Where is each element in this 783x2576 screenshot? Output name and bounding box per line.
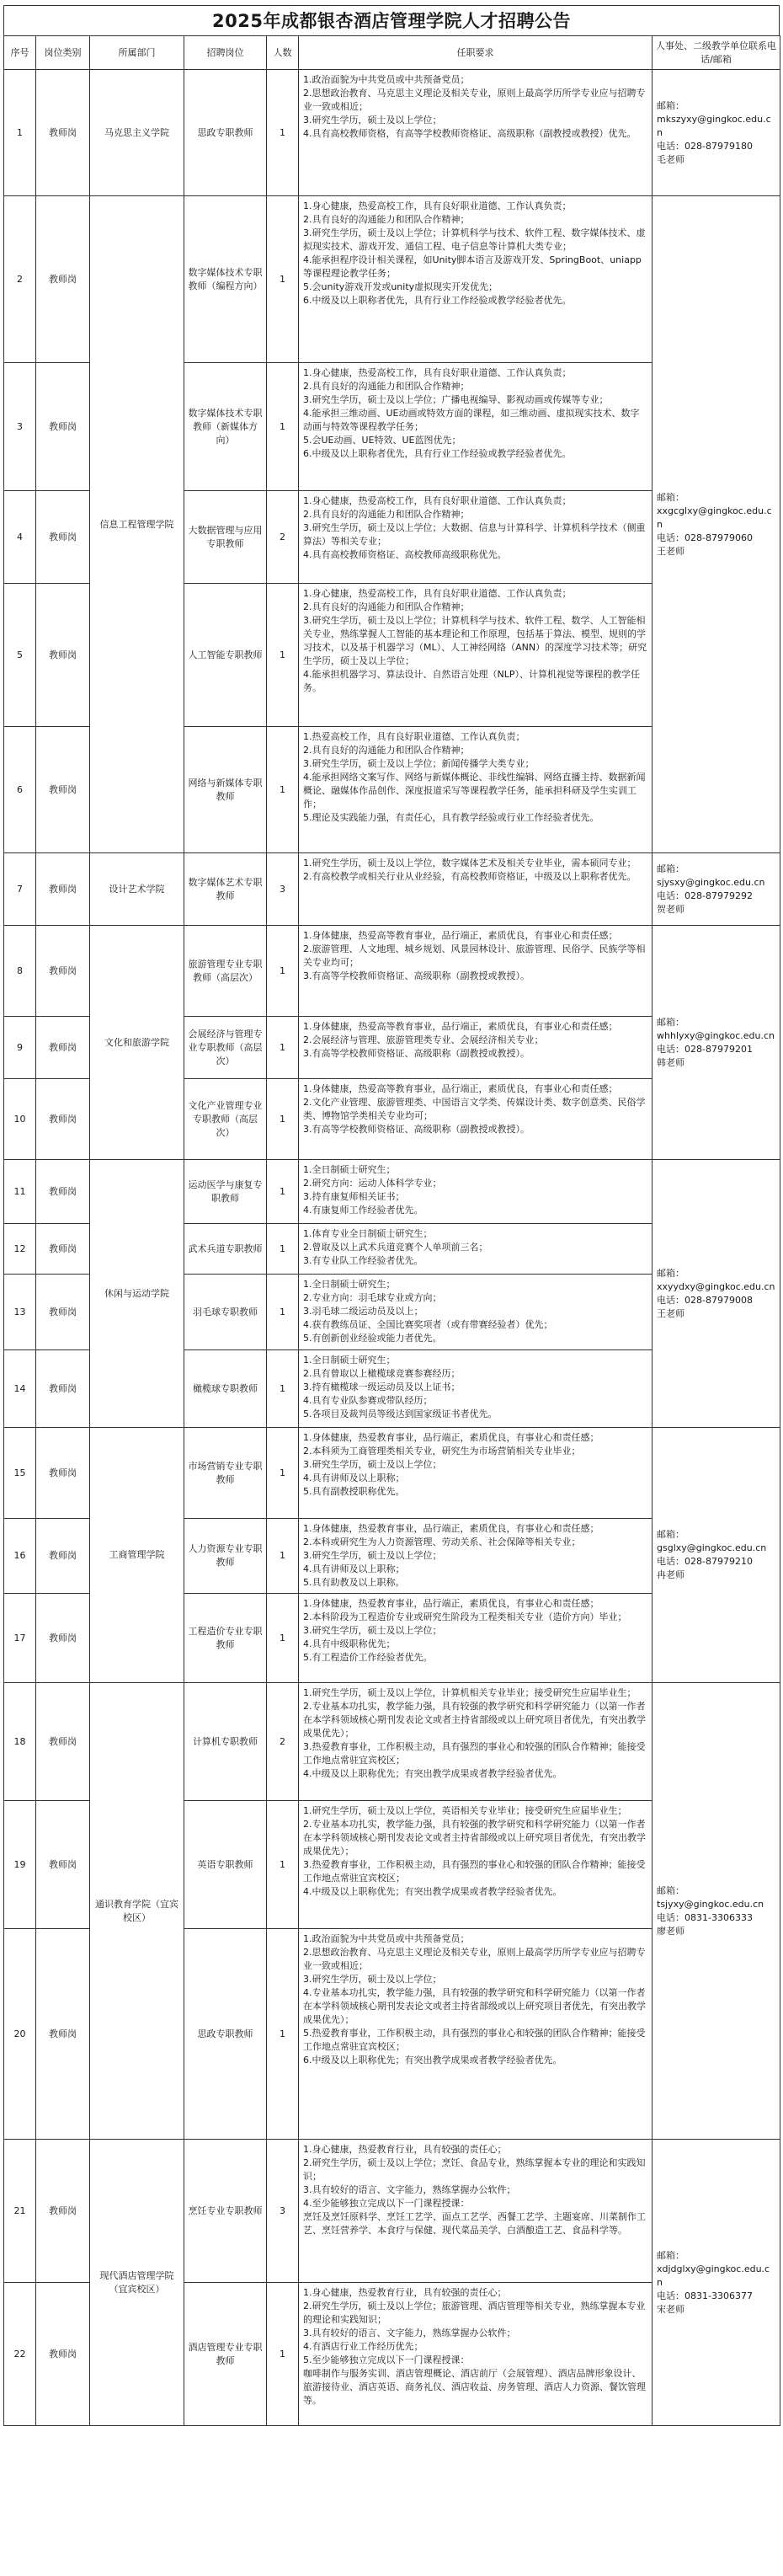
row-dept: 工商管理学院: [90, 1428, 184, 1683]
row-count: 3: [267, 2140, 299, 2283]
requirement-line: 4.中级及以上职称优先；有突出教学成果或者教学经验者优先。: [303, 1768, 562, 1779]
requirement-line: 2.具有曾取以上橄榄球竞赛参赛经历；: [303, 1368, 461, 1379]
requirement-line: 5.各项目及裁判员等级达到国家级证书者优先。: [303, 1408, 498, 1419]
contact-email: tsjyxy@gingkoc.edu.cn: [657, 1898, 764, 1910]
row-no: 10: [4, 1079, 36, 1160]
row-count: 1: [267, 926, 299, 1017]
contact-label: 邮箱：: [657, 491, 684, 503]
requirement-line: 3.具有较好的语言、文字能力，熟练掌握办公软件；: [303, 2327, 516, 2338]
requirement-line: 1.全日制硕士研究生；: [303, 1355, 396, 1365]
table-row: [4, 1160, 780, 1224]
row-category: 教师岗: [36, 2140, 90, 2283]
row-no: 1: [4, 70, 36, 196]
row-category: 教师岗: [36, 1017, 90, 1079]
contact-label: 邮箱：: [657, 99, 684, 111]
page-title: 2025年成都银杏酒店管理学院人才招聘公告: [3, 5, 780, 35]
contact-label: 邮箱：: [657, 1884, 684, 1896]
requirement-line: 4.具有讲师及以上职称；: [303, 1472, 405, 1483]
contact-phone: 电话：028-87979060: [657, 532, 753, 543]
requirement-line: 4.有康复师工作经验者优先。: [303, 1205, 423, 1216]
row-requirements: [299, 2283, 652, 2426]
row-position: 工程造价专业专职教师: [184, 1594, 267, 1683]
row-category: 教师岗: [36, 1160, 90, 1224]
requirement-line: 1.全日制硕士研究生；: [303, 1279, 396, 1290]
row-no: 22: [4, 2283, 36, 2426]
row-category: 教师岗: [36, 2283, 90, 2426]
table-body: [4, 70, 780, 2426]
requirement-line: 3.研究生学历，硕士及以上学位；大数据、信息与计算科学、计算机科学技术（侧重算法）等相关专业；: [303, 522, 646, 547]
requirement-line: 1.身体健康，热爱高等教育事业，品行端正，素质优良，有事业心和责任感；: [303, 1083, 618, 1094]
requirement-line: 3.有专业队工作经验者优先。: [303, 1255, 423, 1266]
row-requirements: [299, 1079, 652, 1160]
table-row: [4, 2140, 780, 2283]
row-requirements: [299, 1801, 652, 1929]
requirement-line: 2.旅游管理、人文地理、城乡规划、风景园林设计、旅游管理、民俗学、民族学等相关专业均可；: [303, 943, 646, 968]
row-dept: 现代酒店管理学院（宜宾校区）: [90, 2140, 184, 2426]
contact-marx: [652, 70, 780, 196]
requirement-line: 3.研究生学历，硕士及以上学位；: [303, 1550, 442, 1561]
table-row: [4, 853, 780, 926]
requirement-line: 3.有高等学校教师资格证、高级职称（副教授或教授）。: [303, 1048, 530, 1059]
requirement-line: 4.具有中级职称优先；: [303, 1638, 396, 1649]
row-position: 运动医学与康复专职教师: [184, 1160, 267, 1224]
requirement-line: 5.会UE动画、UE特效、UE蓝图优先；: [303, 435, 461, 446]
row-count: 1: [267, 727, 299, 853]
row-no: 21: [4, 2140, 36, 2283]
row-position: 文化产业管理专业专职教师（高层次）: [184, 1079, 267, 1160]
row-position: 旅游管理专业专职教师（高层次）: [184, 926, 267, 1017]
requirement-line: 4.能承担程序设计相关课程，如Unity脚本语言及游戏开发、SpringBoot、uniapp等课程理论教学任务；: [303, 254, 642, 279]
row-position: 人工智能专职教师: [184, 584, 267, 727]
requirement-line: 2.思想政治教育、马克思主义理论及相关专业，原则上最高学历所学专业应与招聘专业一致或相近；: [303, 1947, 646, 1971]
requirement-line: 3.研究生学历，硕士及以上学位；计算机科学与技术、软件工程、数学、人工智能相关专业，熟练掌握人工智能的基本理论和工作原理，包括基于算法、模型、规则的学习技术，以及基于机器学习（ML）、人工神经网络（ANN）的深度学习技术等；研究生学历，硕士及以上学位；: [303, 615, 647, 666]
row-position: 人力资源专业专职教师: [184, 1519, 267, 1594]
contact-phone: 电话：0831-3306333: [657, 1911, 753, 1923]
requirement-line: 2.具有良好的沟通能力和团队合作精神；: [303, 214, 470, 225]
requirement-line: 5.热爱教育事业，工作积极主动，具有强烈的事业心和较强的团队合作精神；能接受工作地点常驻宜宾校区；: [303, 2028, 646, 2052]
row-count: 1: [267, 1224, 299, 1275]
row-requirements: [299, 1350, 652, 1428]
requirement-line: 1.研究生学历，硕士及以上学位，英语相关专业毕业；接受研究生应届毕业生；: [303, 1805, 627, 1816]
row-category: 教师岗: [36, 1929, 90, 2140]
requirement-line: 1.政治面貌为中共党员或中共预备党员；: [303, 74, 470, 85]
contact-person: 贺老师: [657, 903, 684, 915]
contact-biz: [652, 1428, 780, 1683]
requirement-line: 5.至少能够独立完成以下一门课程授课：: [303, 2354, 470, 2365]
requirement-line: 3.有高等学校教师资格证、高级职称（副教授或教授）。: [303, 970, 530, 981]
requirement-line: 4.有酒店行业工作经历优先；: [303, 2341, 423, 2352]
requirement-line: 5.有创新创业经验或能力者优先。: [303, 1333, 442, 1344]
row-requirements: [299, 926, 652, 1017]
requirement-line: 2.专业基本功扎实，教学能力强，具有较强的教学研究和科学研究能力（以第一作者在本学科领域核心期刊发表论文或者主持省部级或以上研究项目者优先，有突出教学成果优先）；: [303, 1819, 646, 1857]
requirement-line: 3.研究生学历，硕士及以上学位；: [303, 1459, 442, 1470]
row-requirements: [299, 584, 652, 727]
requirement-line: 4.专业基本功扎实，教学能力强，具有较强的教学研究和科学研究能力（以第一作者在本学科领域核心期刊发表论文或者主持省部级或以上研究项目者优先，有突出教学成果优先）；: [303, 1987, 646, 2025]
requirement-line: 2.会展经济与管理、旅游管理类专业、会展经济相关专业；: [303, 1034, 544, 1045]
contact-info: [652, 196, 780, 853]
requirement-line: 4.能承担机器学习、算法设计、自然语言处理（NLP）、计算机视觉等课程的教学任务。: [303, 669, 640, 693]
requirement-line: 3.持有康复师相关证书；: [303, 1191, 405, 1202]
contact-email: xxgcglxy@gingkoc.edu.cn: [657, 505, 772, 530]
requirement-line: 2.思想政治教育、马克思主义理论及相关专业，原则上最高学历所学专业应与招聘专业一致或相近；: [303, 88, 646, 112]
row-category: 教师岗: [36, 727, 90, 853]
requirement-line: 烹饪及烹饪原料学、烹饪工艺学、面点工艺学、西餐工艺学、主题宴席、川菜制作工艺、烹饪营养学、本食疗与保健、现代菜品美学、白酒酿造工艺、食品科学等。: [303, 2211, 646, 2236]
requirement-line: 2.研究方向：运动人体科学专业；: [303, 1178, 442, 1189]
row-category: 教师岗: [36, 196, 90, 363]
row-no: 8: [4, 926, 36, 1017]
row-category: 教师岗: [36, 491, 90, 584]
contact-email: mkszyxy@gingkoc.edu.cn: [657, 113, 771, 138]
row-category: 教师岗: [36, 1801, 90, 1929]
row-requirements: [299, 363, 652, 491]
row-count: 1: [267, 196, 299, 363]
row-position: 橄榄球专职教师: [184, 1350, 267, 1428]
table-header-row: [4, 36, 780, 70]
contact-email: xdjdglxy@gingkoc.edu.cn: [657, 2263, 770, 2288]
row-requirements: [299, 1594, 652, 1683]
table-row: [4, 1683, 780, 1801]
row-category: 教师岗: [36, 1519, 90, 1594]
requirement-line: 5.理论及实践能力强，有责任心，具有教学经验或行业工作经验者优先。: [303, 812, 599, 823]
contact-sport: [652, 1160, 780, 1428]
contact-phone: 电话：028-87979292: [657, 890, 753, 901]
header-category: 岗位类别: [36, 36, 90, 70]
requirement-line: 4.能承担网络文案写作、网络与新媒体概论、非线性编辑、网络直播主持、数据新闻概论、融媒体作品创作、深度报道采写等课程教学任务，能承担科研及学生实训工作；: [303, 772, 646, 810]
row-no: 15: [4, 1428, 36, 1519]
requirement-line: 1.身心健康，热爱高校工作，具有良好职业道德、工作认真负责；: [303, 495, 572, 506]
row-requirements: [299, 1224, 652, 1275]
row-no: 18: [4, 1683, 36, 1801]
contact-phone: 电话：0831-3306377: [657, 2290, 753, 2301]
requirement-line: 2.具有良好的沟通能力和团队合作精神；: [303, 509, 470, 520]
recruitment-table: [3, 35, 780, 2426]
contact-art: [652, 853, 780, 926]
contact-label: 邮箱：: [657, 1529, 684, 1540]
row-requirements: [299, 727, 652, 853]
header-count: 人数: [267, 36, 299, 70]
contact-phone: 电话：028-87979210: [657, 1556, 753, 1567]
requirement-line: 3.研究生学历，硕士及以上学位；计算机科学与技术、软件工程、数字媒体技术、虚拟现实技术、游戏开发、通信工程、电子信息等计算机大类专业；: [303, 227, 646, 252]
contact-person: 韩老师: [657, 1056, 684, 1068]
contact-person: 宋老师: [657, 2303, 684, 2315]
row-requirements: [299, 1017, 652, 1079]
requirement-line: 4.具有高校教师资格，有高等学校教师资格证、高级职称（副教授或教授）优先。: [303, 128, 637, 139]
requirement-line: 5.具有助教及以上职称。: [303, 1577, 405, 1588]
contact-person: 毛老师: [657, 153, 684, 165]
row-category: 教师岗: [36, 584, 90, 727]
row-position: 大数据管理与应用专职教师: [184, 491, 267, 584]
requirement-line: 4.中级及以上职称优先；有突出教学成果或者教学经验者优先。: [303, 1886, 562, 1897]
row-dept: 通识教育学院（宜宾校区）: [90, 1683, 184, 2140]
row-no: 13: [4, 1275, 36, 1350]
row-category: 教师岗: [36, 1594, 90, 1683]
requirement-line: 1.全日制硕士研究生；: [303, 1164, 396, 1175]
requirement-line: 5.会unity游戏开发或unity虚拟现实开发优先；: [303, 281, 498, 292]
header-no: 序号: [4, 36, 36, 70]
contact-person: 王老师: [657, 1307, 684, 1319]
requirement-line: 1.热爱高校工作，具有良好职业道德、工作认真负责；: [303, 731, 525, 742]
header-dept: 所属部门: [90, 36, 184, 70]
contact-email: gsglxy@gingkoc.edu.cn: [657, 1542, 767, 1553]
requirement-line: 6.中级及以上职称者优先，具有行业工作经验或教学经验者优先。: [303, 295, 572, 306]
requirement-line: 3.热爱教育事业，工作积极主动，具有强烈的事业心和较强的团队合作精神；能接受工作地点常驻宜宾校区；: [303, 1741, 646, 1766]
requirement-line: 5.具有副教授职称优先。: [303, 1486, 405, 1497]
row-category: 教师岗: [36, 363, 90, 491]
row-position: 数字媒体艺术专职教师: [184, 853, 267, 926]
requirement-line: 5.有工程造价工作经验者优先。: [303, 1652, 433, 1663]
row-requirements: [299, 1275, 652, 1350]
requirement-line: 3.羽毛球二级运动员及以上；: [303, 1306, 423, 1317]
row-position: 思政专职教师: [184, 1929, 267, 2140]
requirement-line: 2.研究生学历，硕士及以上学位；烹饪、食品专业，熟练掌握本专业的理论和实践知识；: [303, 2157, 646, 2182]
requirement-line: 2.具有良好的沟通能力和团队合作精神；: [303, 601, 470, 612]
contact-tour: [652, 926, 780, 1160]
header-contact: 人事处、二级教学单位联系电话/邮箱: [652, 36, 780, 70]
requirement-line: 2.有高校教学或相关行业从业经验，有高校教师资格证，中级及以上职称者优先。: [303, 871, 637, 882]
row-position: 思政专职教师: [184, 70, 267, 196]
header-requirements: 任职要求: [299, 36, 652, 70]
requirement-line: 3.研究生学历，硕士及以上学位；: [303, 1625, 442, 1636]
row-count: 1: [267, 584, 299, 727]
contact-label: 邮箱：: [657, 863, 684, 874]
row-requirements: [299, 853, 652, 926]
row-position: 羽毛球专职教师: [184, 1275, 267, 1350]
row-category: 教师岗: [36, 1428, 90, 1519]
row-category: 教师岗: [36, 1350, 90, 1428]
requirement-line: 1.身心健康，热爱教育行业，具有较强的责任心；: [303, 2144, 507, 2155]
row-dept: 文化和旅游学院: [90, 926, 184, 1160]
requirement-line: 2.专业基本功扎实，教学能力强，具有较强的教学研究和科学研究能力（以第一作者在本学科领域核心期刊发表论文或者主持省部级或以上研究项目者优先，有突出教学成果优先）；: [303, 1701, 646, 1739]
row-requirements: [299, 1428, 652, 1519]
contact-email: whhlyxy@gingkoc.edu.cn: [657, 1029, 775, 1041]
row-category: 教师岗: [36, 70, 90, 196]
header-position: 招聘岗位: [184, 36, 267, 70]
row-count: 1: [267, 1160, 299, 1224]
contact-label: 邮箱：: [657, 1267, 684, 1279]
row-count: 1: [267, 1929, 299, 2140]
table-row: [4, 70, 780, 196]
contact-label: 邮箱：: [657, 1016, 684, 1028]
row-count: 1: [267, 363, 299, 491]
requirement-line: 咖啡制作与服务实训、酒店管理概论、酒店前厅（会展管理）、酒店品牌形象设计、旅游接待业、酒店英语、商务礼仪、酒店收益、房务管理、酒店人力资源、餐饮管理等。: [303, 2368, 646, 2406]
row-position: 数字媒体技术专职教师（新媒体方向）: [184, 363, 267, 491]
row-category: 教师岗: [36, 1683, 90, 1801]
row-no: 19: [4, 1801, 36, 1929]
requirement-line: 4.具有讲师及以上职称；: [303, 1563, 405, 1574]
contact-phone: 电话：028-87979008: [657, 1294, 753, 1306]
row-category: 教师岗: [36, 926, 90, 1017]
requirement-line: 2.本科须为工商管理类相关专业，研究生为市场营销相关专业毕业；: [303, 1446, 581, 1456]
requirement-line: 1.身心健康，热爱高校工作，具有良好职业道德、工作认真负责；: [303, 588, 572, 599]
row-no: 9: [4, 1017, 36, 1079]
row-category: 教师岗: [36, 853, 90, 926]
row-count: 1: [267, 1079, 299, 1160]
requirement-line: 2.本科或研究生为人力资源管理、劳动关系、社会保障等相关专业；: [303, 1537, 581, 1547]
row-no: 11: [4, 1160, 36, 1224]
requirement-line: 1.体育专业全日制硕士研究生；: [303, 1228, 433, 1239]
requirement-line: 6.中级及以上职称者优先，具有行业工作经验或教学经验者优先。: [303, 448, 572, 459]
row-no: 14: [4, 1350, 36, 1428]
requirement-line: 2.专业方向：羽毛球专业或方向；: [303, 1292, 442, 1303]
requirement-line: 3.研究生学历，硕士及以上学位；: [303, 115, 442, 126]
row-count: 1: [267, 2283, 299, 2426]
requirement-line: 4.获有教练员证、全国比赛奖项者（或有带赛经验者）优先；: [303, 1319, 553, 1330]
requirement-line: 1.身体健康，热爱教育事业，品行端正，素质优良，有事业心和责任感；: [303, 1598, 599, 1609]
row-position: 计算机专职教师: [184, 1683, 267, 1801]
row-dept: 设计艺术学院: [90, 853, 184, 926]
row-requirements: [299, 1519, 652, 1594]
row-requirements: [299, 70, 652, 196]
requirement-line: 1.身心健康，热爱高校工作，具有良好职业道德、工作认真负责；: [303, 200, 572, 211]
contact-gen: [652, 1683, 780, 2140]
row-position: 市场营销专业专职教师: [184, 1428, 267, 1519]
contact-label: 邮箱：: [657, 2249, 684, 2261]
row-requirements: [299, 491, 652, 584]
row-requirements: [299, 2140, 652, 2283]
row-no: 6: [4, 727, 36, 853]
row-no: 5: [4, 584, 36, 727]
table-row: [4, 196, 780, 363]
row-requirements: [299, 1929, 652, 2140]
requirement-line: 2.文化产业管理、旅游管理类、中国语言文学类、传媒设计类、数字创意类、民俗学类、博物馆学类相关专业均可；: [303, 1097, 646, 1121]
row-category: 教师岗: [36, 1224, 90, 1275]
requirement-line: 4.能承担三维动画、UE动画或特效方面的课程，如三维动画、虚拟现实技术、数字动画与特效等课程教学任务；: [303, 408, 640, 432]
requirement-line: 2.曾取及以上武术兵道竞赛个人单项前三名；: [303, 1242, 488, 1253]
contact-person: 廖老师: [657, 1925, 684, 1937]
requirement-line: 2.具有良好的沟通能力和团队合作精神；: [303, 381, 470, 392]
requirement-line: 1.身体健康，热爱教育事业，品行端正，素质优良，有事业心和责任感；: [303, 1523, 599, 1534]
requirement-line: 1.身心健康，热爱高校工作，具有良好职业道德、工作认真负责；: [303, 367, 572, 378]
requirement-line: 3.有高等学校教师资格证、高级职称（副教授或教授）。: [303, 1124, 530, 1135]
row-position: 英语专职教师: [184, 1801, 267, 1929]
contact-email: sjysxy@gingkoc.edu.cn: [657, 876, 765, 888]
row-count: 1: [267, 1428, 299, 1519]
requirement-line: 3.热爱教育事业，工作积极主动，具有强烈的事业心和较强的团队合作精神；能接受工作地点常驻宜宾校区；: [303, 1859, 646, 1884]
requirement-line: 1.研究生学历，硕士及以上学位，计算机相关专业毕业；接受研究生应届毕业生；: [303, 1687, 637, 1698]
contact-email: xxyydxy@gingkoc.edu.cn: [657, 1280, 775, 1292]
requirement-line: 4.具有专业队参赛或带队经历；: [303, 1395, 433, 1406]
contact-phone: 电话：028-87979201: [657, 1043, 753, 1055]
requirement-line: 2.具有良好的沟通能力和团队合作精神；: [303, 745, 470, 756]
requirement-line: 1.政治面貌为中共党员或中共预备党员；: [303, 1933, 470, 1944]
row-dept: 马克思主义学院: [90, 70, 184, 196]
row-no: 7: [4, 853, 36, 926]
row-no: 20: [4, 1929, 36, 2140]
requirement-line: 1.身心健康，热爱教育行业，具有较强的责任心；: [303, 2287, 507, 2298]
requirement-line: 3.研究生学历，硕士及以上学位；新闻传播学大类专业；: [303, 758, 535, 769]
row-no: 17: [4, 1594, 36, 1683]
row-count: 2: [267, 491, 299, 584]
contact-person: 王老师: [657, 545, 684, 557]
row-no: 3: [4, 363, 36, 491]
row-category: 教师岗: [36, 1275, 90, 1350]
requirement-line: 3.持有橄榄球一级运动员及以上证书；: [303, 1382, 461, 1392]
row-count: 1: [267, 1275, 299, 1350]
requirement-line: 3.研究生学历，硕士及以上学位；广播电视编导、影视动画或传媒等专业；: [303, 394, 609, 405]
row-category: 教师岗: [36, 1079, 90, 1160]
requirement-line: 2.研究生学历，硕士及以上学位；旅游管理、酒店管理等相关专业，熟练掌握本专业的理论和实践知识；: [303, 2301, 646, 2325]
requirement-line: 1.研究生学历，硕士及以上学位，数字媒体艺术及相关专业毕业，需本硕同专业；: [303, 858, 637, 868]
row-no: 16: [4, 1519, 36, 1594]
requirement-line: 4.具有高校教师资格证、高校教师高级职称优先。: [303, 549, 507, 560]
row-position: 酒店管理专业专职教师: [184, 2283, 267, 2426]
contact-phone: 电话：028-87979180: [657, 140, 753, 152]
requirement-line: 3.具有较好的语言、文字能力，熟练掌握办公软件；: [303, 2184, 516, 2195]
contact-person: 冉老师: [657, 1569, 684, 1580]
row-count: 1: [267, 1519, 299, 1594]
row-requirements: [299, 1683, 652, 1801]
row-no: 2: [4, 196, 36, 363]
requirement-line: 2.本科阶段为工程造价专业或研究生阶段为工程类相关专业（造价方向）毕业；: [303, 1611, 627, 1622]
table-row: [4, 926, 780, 1017]
requirement-line: 3.研究生学历，硕士及以上学位；: [303, 1974, 442, 1985]
requirement-line: 1.身体健康，热爱高等教育事业，品行端正，素质优良，有事业心和责任感；: [303, 930, 618, 941]
row-position: 武术兵道专职教师: [184, 1224, 267, 1275]
table-row: [4, 1428, 780, 1519]
requirement-line: 1.身体健康，热爱教育事业，品行端正，素质优良，有事业心和责任感；: [303, 1432, 599, 1443]
row-requirements: [299, 1160, 652, 1224]
row-count: 1: [267, 1594, 299, 1683]
row-position: 数字媒体技术专职教师（编程方向）: [184, 196, 267, 363]
row-position: 烹饪专业专职教师: [184, 2140, 267, 2283]
row-requirements: [299, 196, 652, 363]
row-no: 12: [4, 1224, 36, 1275]
row-count: 3: [267, 853, 299, 926]
row-dept: 休闲与运动学院: [90, 1160, 184, 1428]
requirement-line: 4.至少能够独立完成以下一门课程授课：: [303, 2198, 470, 2209]
requirement-line: 6.中级及以上职称优先；有突出教学成果或者教学经验者优先。: [303, 2055, 562, 2066]
contact-hotel: [652, 2140, 780, 2426]
requirement-line: 1.身体健康，热爱高等教育事业，品行端正，素质优良，有事业心和责任感；: [303, 1021, 618, 1032]
row-count: 1: [267, 1017, 299, 1079]
row-count: 1: [267, 70, 299, 196]
row-count: 1: [267, 1350, 299, 1428]
row-count: 2: [267, 1683, 299, 1801]
row-position: 会展经济与管理专业专职教师（高层次）: [184, 1017, 267, 1079]
row-position: 网络与新媒体专职教师: [184, 727, 267, 853]
row-count: 1: [267, 1801, 299, 1929]
row-no: 4: [4, 491, 36, 584]
row-dept: 信息工程管理学院: [90, 196, 184, 853]
